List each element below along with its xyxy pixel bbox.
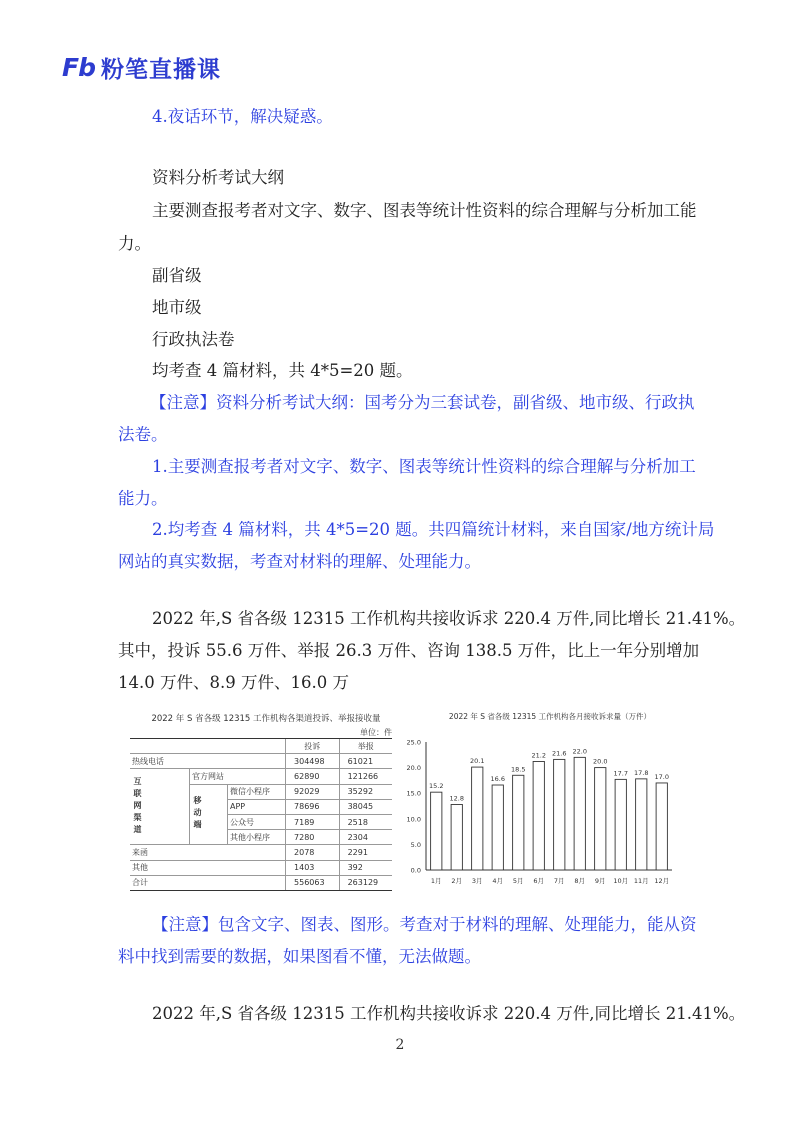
cell-report: 38045 bbox=[339, 799, 392, 814]
cell-complaint: 62890 bbox=[286, 769, 340, 784]
chart-title: 2022 年 S 省各级 12315 工作机构各月接收诉求量（万件） bbox=[448, 712, 652, 721]
channel-table bbox=[130, 738, 392, 891]
note-line: 【注意】资料分析考试大纲：国考分为三套试卷，副省级、地市级、行政执 bbox=[150, 393, 695, 412]
row-label: 合计 bbox=[130, 875, 286, 890]
y-tick-label: 20.0 bbox=[406, 764, 421, 773]
cell-complaint: 7189 bbox=[286, 814, 340, 829]
x-tick-label: 7月 bbox=[553, 877, 565, 885]
bar-value-label: 16.6 bbox=[490, 775, 505, 784]
row-label: 热线电话 bbox=[130, 754, 286, 769]
table-corner bbox=[130, 739, 286, 754]
note-line: 【注意】包含文字、图表、图形。考查对于材料的理解、处理能力，能从资 bbox=[152, 915, 697, 934]
text-line: 14.0 万件、8.9 万件、16.0 万 bbox=[118, 673, 349, 692]
cell-complaint: 78696 bbox=[286, 799, 340, 814]
bar bbox=[574, 757, 585, 870]
bar-value-label: 18.5 bbox=[511, 765, 526, 774]
x-tick-label: 1月 bbox=[430, 877, 442, 885]
note-line: 法卷。 bbox=[118, 425, 168, 444]
x-tick-label: 10月 bbox=[613, 877, 629, 885]
bar-value-label: 20.0 bbox=[593, 757, 608, 766]
bar-value-label: 17.8 bbox=[634, 768, 649, 777]
row-label: 官方网站 bbox=[190, 769, 286, 784]
cell-complaint: 1403 bbox=[286, 860, 340, 875]
logo bbox=[62, 51, 221, 84]
x-tick-label: 12月 bbox=[654, 877, 670, 885]
text-line: 资料分析考试大纲 bbox=[152, 168, 284, 187]
channel-table-figure bbox=[130, 712, 392, 891]
bar-value-label: 22.0 bbox=[572, 747, 587, 756]
bar bbox=[513, 775, 524, 870]
x-tick-label: 4月 bbox=[492, 877, 504, 885]
text-line: 2022 年,S 省各级 12315 工作机构共接收诉求 220.4 万件,同比增长 21.41%。 bbox=[152, 609, 746, 628]
bar bbox=[595, 768, 606, 870]
cell-complaint: 556063 bbox=[286, 875, 340, 890]
bar-value-label: 17.0 bbox=[654, 772, 669, 781]
table-header-row bbox=[130, 739, 392, 754]
note-line: 2.均考查 4 篇材料，共 4*5=20 题。共四篇统计材料，来自国家/地方统计局 bbox=[152, 520, 715, 539]
text-line: 行政执法卷 bbox=[152, 330, 235, 349]
page-number: 2 bbox=[395, 1037, 405, 1053]
cell-report: 2518 bbox=[339, 814, 392, 829]
cell-report: 392 bbox=[339, 860, 392, 875]
bar bbox=[656, 783, 667, 870]
table-unit: 单位：件 bbox=[360, 728, 392, 737]
col-header-complaint: 投诉 bbox=[286, 739, 340, 754]
monthly-bar-chart bbox=[400, 706, 680, 896]
bar bbox=[431, 792, 442, 870]
table-row bbox=[130, 845, 392, 860]
table-title: 2022 年 S 省各级 12315 工作机构各渠道投诉、举报接收量 bbox=[151, 714, 381, 724]
bar bbox=[492, 785, 503, 870]
bar bbox=[451, 804, 462, 870]
row-label: 其他小程序 bbox=[228, 830, 286, 845]
cell-report: 2291 bbox=[339, 845, 392, 860]
row-label: 微信小程序 bbox=[228, 784, 286, 799]
cell-complaint: 304498 bbox=[286, 754, 340, 769]
cell-report: 121266 bbox=[339, 769, 392, 784]
bar bbox=[533, 761, 544, 870]
cell-complaint: 2078 bbox=[286, 845, 340, 860]
text-line: 均考查 4 篇材料，共 4*5=20 题。 bbox=[152, 361, 413, 380]
y-tick-label: 25.0 bbox=[406, 738, 421, 747]
x-tick-label: 6月 bbox=[533, 877, 545, 885]
note-line: 1.主要测查报考者对文字、数字、图表等统计性资料的综合理解与分析加工 bbox=[152, 457, 696, 476]
table-row bbox=[130, 754, 392, 769]
text-line: 其中，投诉 55.6 万件、举报 26.3 万件、咨询 138.5 万件，比上一年分别增加 bbox=[118, 641, 700, 660]
x-tick-label: 3月 bbox=[471, 877, 483, 885]
bar-value-label: 15.2 bbox=[429, 782, 444, 791]
table-row-total bbox=[130, 875, 392, 890]
cell-report: 61021 bbox=[339, 754, 392, 769]
y-tick-label: 0.0 bbox=[410, 866, 421, 875]
row-label: APP bbox=[228, 799, 286, 814]
note-line: 料中找到需要的数据，如果图看不懂，无法做题。 bbox=[118, 947, 481, 966]
y-tick-label: 10.0 bbox=[406, 815, 421, 824]
bar-value-label: 20.1 bbox=[470, 757, 485, 766]
cell-report: 35292 bbox=[339, 784, 392, 799]
x-tick-label: 11月 bbox=[633, 877, 649, 885]
chart-marks bbox=[407, 739, 670, 886]
col-header-report: 举报 bbox=[339, 739, 392, 754]
cell-report: 2304 bbox=[339, 830, 392, 845]
row-label: 公众号 bbox=[228, 814, 286, 829]
logo-mark: Fb bbox=[62, 53, 95, 82]
text-line: 副省级 bbox=[152, 266, 202, 285]
bar-value-label: 17.7 bbox=[613, 769, 628, 778]
note-line: 能力。 bbox=[118, 489, 168, 508]
logo-text: 粉笔直播课 bbox=[100, 57, 221, 83]
x-tick-label: 5月 bbox=[512, 877, 524, 885]
x-tick-label: 2月 bbox=[451, 877, 463, 885]
cell-report: 263129 bbox=[339, 875, 392, 890]
cell-complaint: 92029 bbox=[286, 784, 340, 799]
y-tick-label: 5.0 bbox=[410, 840, 421, 849]
bar bbox=[472, 767, 483, 870]
text-line: 4.夜话环节，解决疑惑。 bbox=[152, 107, 333, 126]
bar-value-label: 21.2 bbox=[531, 751, 546, 760]
row-label: 来函 bbox=[130, 845, 286, 860]
y-tick-label: 15.0 bbox=[406, 789, 421, 798]
text-line: 地市级 bbox=[152, 298, 202, 317]
bar bbox=[554, 759, 565, 870]
row-label: 其他 bbox=[130, 860, 286, 875]
bar-value-label: 12.8 bbox=[449, 794, 464, 803]
text-line: 力。 bbox=[118, 234, 151, 253]
bar-value-label: 21.6 bbox=[552, 749, 567, 758]
x-tick-label: 9月 bbox=[594, 877, 606, 885]
bar bbox=[615, 779, 626, 870]
text-line: 2022 年,S 省各级 12315 工作机构共接收诉求 220.4 万件,同比增长 21.41%。 bbox=[152, 1004, 746, 1023]
table-row bbox=[130, 769, 392, 784]
group-internet-label: 互联网渠道 bbox=[130, 769, 190, 845]
note-line: 网站的真实数据，考查对材料的理解、处理能力。 bbox=[118, 552, 481, 571]
group-mobile-label: 移动端 bbox=[190, 784, 228, 845]
cell-complaint: 7280 bbox=[286, 830, 340, 845]
x-tick-label: 8月 bbox=[574, 877, 586, 885]
text-line: 主要测查报考者对文字、数字、图表等统计性资料的综合理解与分析加工能 bbox=[152, 201, 697, 220]
bar bbox=[636, 779, 647, 870]
table-row bbox=[130, 860, 392, 875]
